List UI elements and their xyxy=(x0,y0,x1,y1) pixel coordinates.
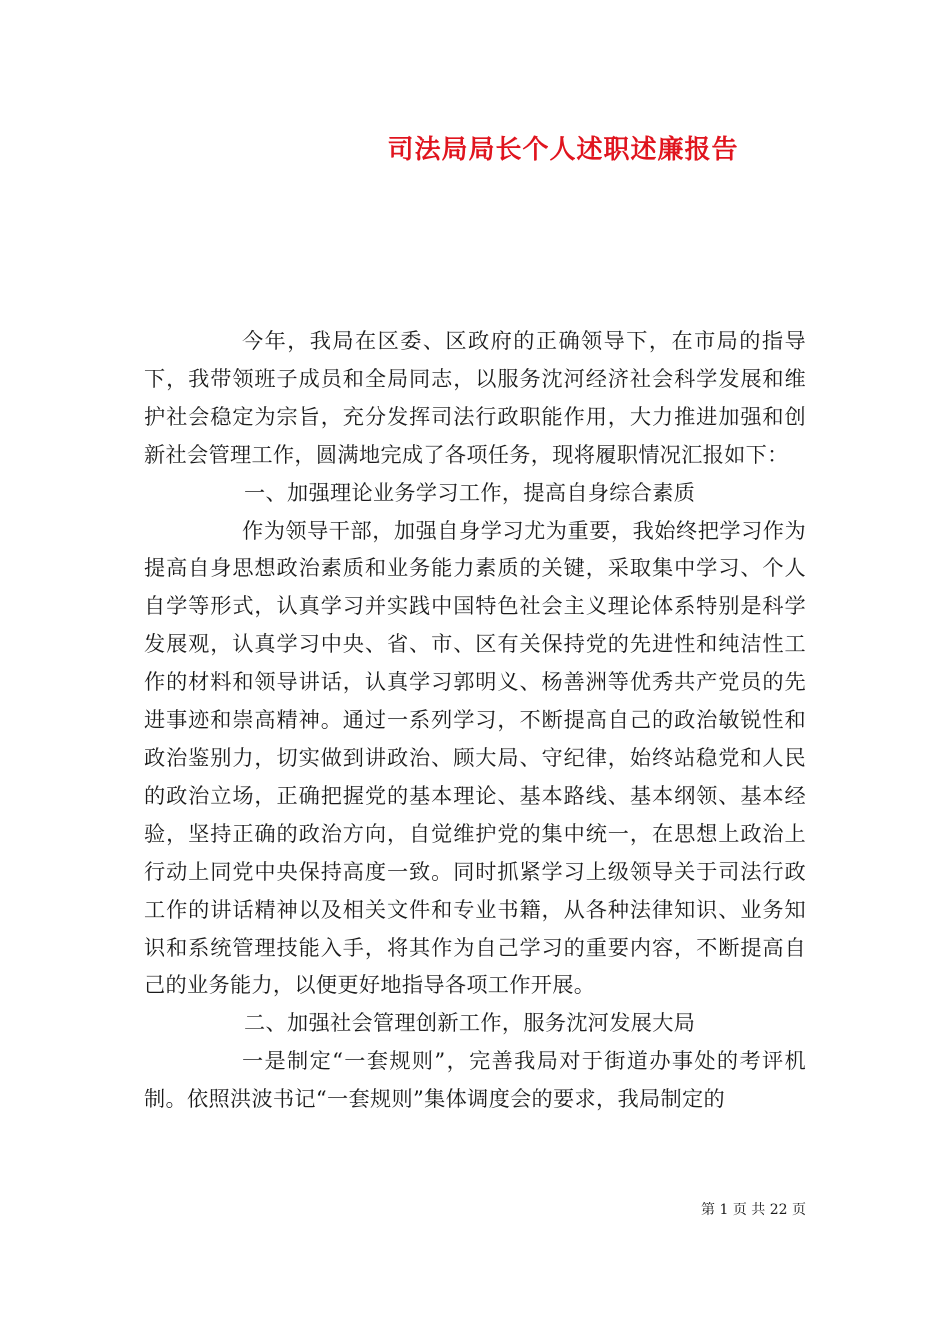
document-title: 司法局局长个人述职述廉报告 xyxy=(387,135,739,165)
section-heading-1: 一、加强理论业务学习工作，提高自身综合素质 xyxy=(244,479,696,505)
document-body xyxy=(144,322,806,1118)
page-number: 第 1 页 共 22 页 xyxy=(701,1202,806,1218)
paragraph-rules: 一是制定“一套规则”，完善我局对于街道办事处的考评机制。依照洪波书记“一套规则”集体调度会的要求，我局制定的 xyxy=(144,1048,806,1112)
paragraph-intro: 今年，我局在区委、区政府的正确领导下，在市局的指导下，我带领班子成员和全局同志，以服务沈河经济社会科学发展和维护社会稳定为宗旨，充分发挥司法行政职能作用，大力推进加强和创新社会管理工作，圆满地完成了各项任务，现将履职情况汇报如下： xyxy=(144,328,806,467)
section-heading-2: 二、加强社会管理创新工作，服务沈河发展大局 xyxy=(244,1010,696,1036)
paragraph-study: 作为领导干部，加强自身学习尤为重要，我始终把学习作为提高自身思想政治素质和业务能力素质的关键，采取集中学习、个人自学等形式，认真学习并实践中国特色社会主义理论体系特别是科学发展观，认真学习中央、省、市、区有关保持党的先进性和纯洁性工作的材料和领导讲话，认真学习郭明义、杨善洲等优秀共产党员的先进事迹和崇高精神。通过一系列学习，不断提高自己的政治敏锐性和政治鉴别力，切实做到讲政治、顾大局、守纪律，始终站稳党和人民的政治立场，正确把握党的基本理论、基本路线、基本纲领、基本经验，坚持正确的政治方向，自觉维护党的集中统一，在思想上政治上行动上同党中央保持高度一致。同时抓紧学习上级领导关于司法行政工作的讲话精神以及相关文件和专业书籍，从各种法律知识、业务知识和系统管理技能入手，将其作为自己学习的重要内容，不断提高自己的业务能力，以便更好地指导各项工作开展。 xyxy=(144,517,806,998)
